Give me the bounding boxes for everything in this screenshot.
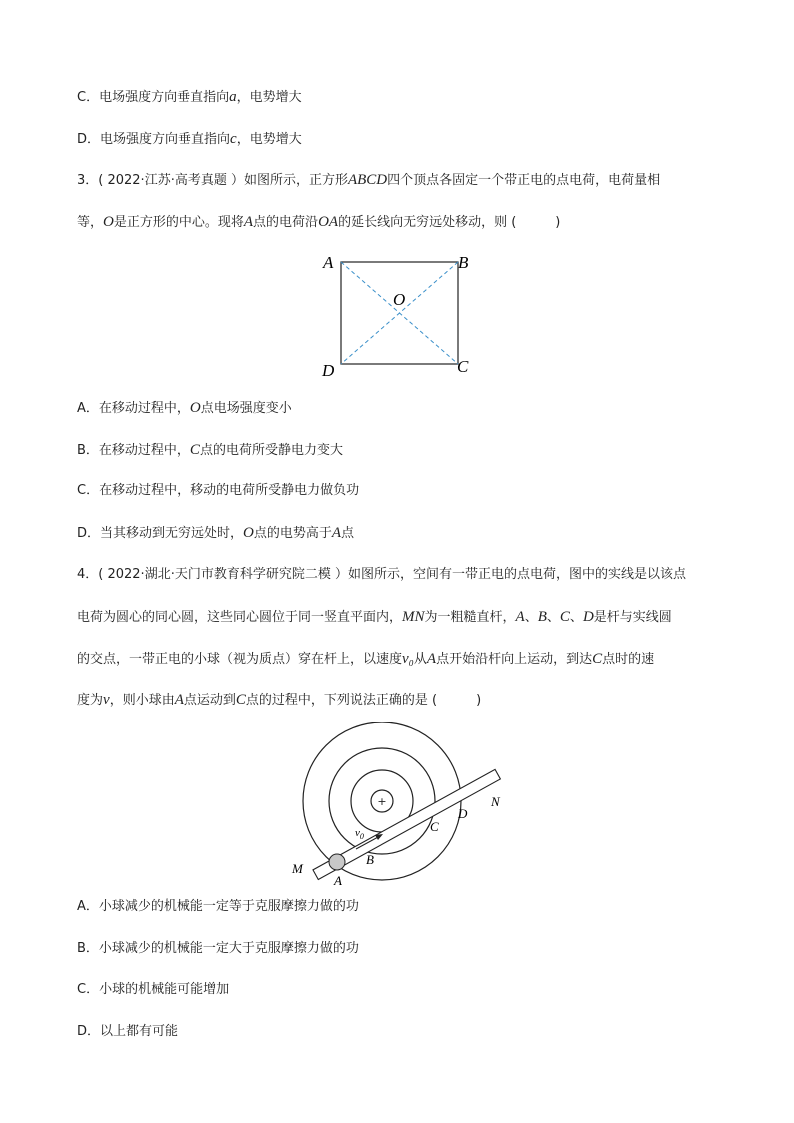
q3-stem-line-1 <box>77 171 660 190</box>
label-n: N <box>491 794 500 809</box>
separator: 、 <box>546 610 560 625</box>
variable: OA <box>318 214 339 230</box>
ball <box>329 854 345 870</box>
stem-text: 电荷为圆心的同心圆，这些同心圆位于同一竖直平面内， <box>77 610 403 625</box>
stem-text: 点开始沿杆向上运动，到达 <box>436 652 593 667</box>
variable: c <box>230 131 237 147</box>
option-text: C．小球的机械能可能增加 <box>77 982 230 997</box>
variable: C <box>235 692 246 708</box>
option-text: B．在移动过程中， <box>77 443 190 458</box>
option-text: C．在移动过程中，移动的电荷所受静电力做负功 <box>77 483 360 498</box>
variable: A <box>515 609 525 625</box>
q4-option-d <box>77 1023 178 1041</box>
q4-option-c <box>77 981 229 999</box>
q3-option-a <box>77 399 292 418</box>
stem-text: 4．( 2022·湖北·天门市教育科学研究院二模 ）如图所示，空间有一带正电的点电荷，图中的实线是以该点 <box>77 567 686 582</box>
stem-text: 点运动到 <box>183 693 236 708</box>
variable: O <box>189 400 201 416</box>
variable: C <box>559 609 570 625</box>
option-text: D．电场强度方向垂直指向 <box>77 132 231 147</box>
option-text: A．小球减少的机械能一定等于克服摩擦力做的功 <box>77 899 359 914</box>
q4-stem-line-3 <box>77 650 654 669</box>
q3-stem-line-2 <box>77 213 560 232</box>
stem-text: 等， <box>77 215 104 230</box>
vertex-label-d: D <box>322 361 335 380</box>
variable: C <box>189 442 200 458</box>
q4-option-b <box>77 940 359 958</box>
option-text: 点 <box>341 526 355 541</box>
option-text: D．当其移动到无穷远处时， <box>77 526 244 541</box>
q4-stem-line-1 <box>77 566 686 584</box>
stem-text: 3．( 2022·江苏·高考真题 ）如图所示，正方形 <box>77 173 348 188</box>
stem-text: 是正方形的中心。现将 <box>113 215 244 230</box>
stem-text: 是杆与实线圆 <box>593 610 672 625</box>
variable: B <box>537 609 547 625</box>
option-d-prev <box>77 130 302 149</box>
separator: 、 <box>524 610 538 625</box>
variable: A <box>426 651 437 667</box>
option-text: ，电势增大 <box>236 132 302 147</box>
center-label-o: O <box>393 290 406 309</box>
label-d: D <box>458 806 468 821</box>
stem-text: 为一粗糙直杆， <box>424 610 516 625</box>
q3-square-figure <box>318 248 478 380</box>
variable: A <box>174 692 184 708</box>
variable: C <box>592 651 603 667</box>
q4-stem-line-4 <box>77 691 481 710</box>
option-text: 点的电荷所受静电力变大 <box>199 443 343 458</box>
vertex-label-c: C <box>457 357 469 376</box>
plus-sign: + <box>377 795 387 808</box>
label-m: M <box>292 861 303 876</box>
option-text: C．电场强度方向垂直指向 <box>77 90 230 105</box>
variable: v₀ <box>402 651 414 667</box>
stem-text: 点时的速 <box>602 652 655 667</box>
q4-stem-line-2 <box>77 608 672 627</box>
q4-concentric-circles-figure <box>285 722 505 892</box>
variable: ABCD <box>347 172 388 188</box>
label-c: C <box>430 819 439 834</box>
stem-text: 从 <box>413 652 427 667</box>
option-c-prev <box>77 88 302 107</box>
variable: v <box>103 692 110 708</box>
q3-option-d <box>77 524 354 543</box>
separator: 、 <box>569 610 583 625</box>
q4-option-a <box>77 898 359 916</box>
variable: a <box>229 89 237 105</box>
stem-text: 点的电荷沿 <box>253 215 319 230</box>
variable: MN <box>402 609 425 625</box>
stem-text: 度为 <box>77 693 104 708</box>
label-a: A <box>334 873 342 888</box>
vertex-label-b: B <box>458 253 469 272</box>
stem-text: 的交点，一带正电的小球（视为质点）穿在杆上，以速度 <box>77 652 403 667</box>
vertex-label-a: A <box>323 253 334 272</box>
option-text: D．以上都有可能 <box>77 1024 179 1039</box>
label-b: B <box>366 852 374 867</box>
option-text: ，电势增大 <box>236 90 302 105</box>
q3-option-c <box>77 482 359 500</box>
velocity-label: $v_0$ <box>355 827 364 841</box>
stem-text: 的延长线向无穷远处移动，则 ( ) <box>338 215 561 230</box>
option-text: 点的电势高于 <box>253 526 332 541</box>
option-text: A．在移动过程中， <box>77 401 190 416</box>
stem-text: 点的过程中，下列说法正确的是 ( ) <box>245 693 482 708</box>
variable: D <box>582 609 594 625</box>
stem-text: 四个顶点各固定一个带正电的点电荷，电荷量相 <box>387 173 661 188</box>
q3-option-b <box>77 441 343 460</box>
option-text: 点电场强度变小 <box>200 401 292 416</box>
variable: A <box>243 214 254 230</box>
stem-text: ，则小球由 <box>109 693 175 708</box>
variable: O <box>103 214 114 230</box>
option-text: B．小球减少的机械能一定大于克服摩擦力做的功 <box>77 941 359 956</box>
variable: A <box>331 525 342 541</box>
variable: O <box>243 525 254 541</box>
